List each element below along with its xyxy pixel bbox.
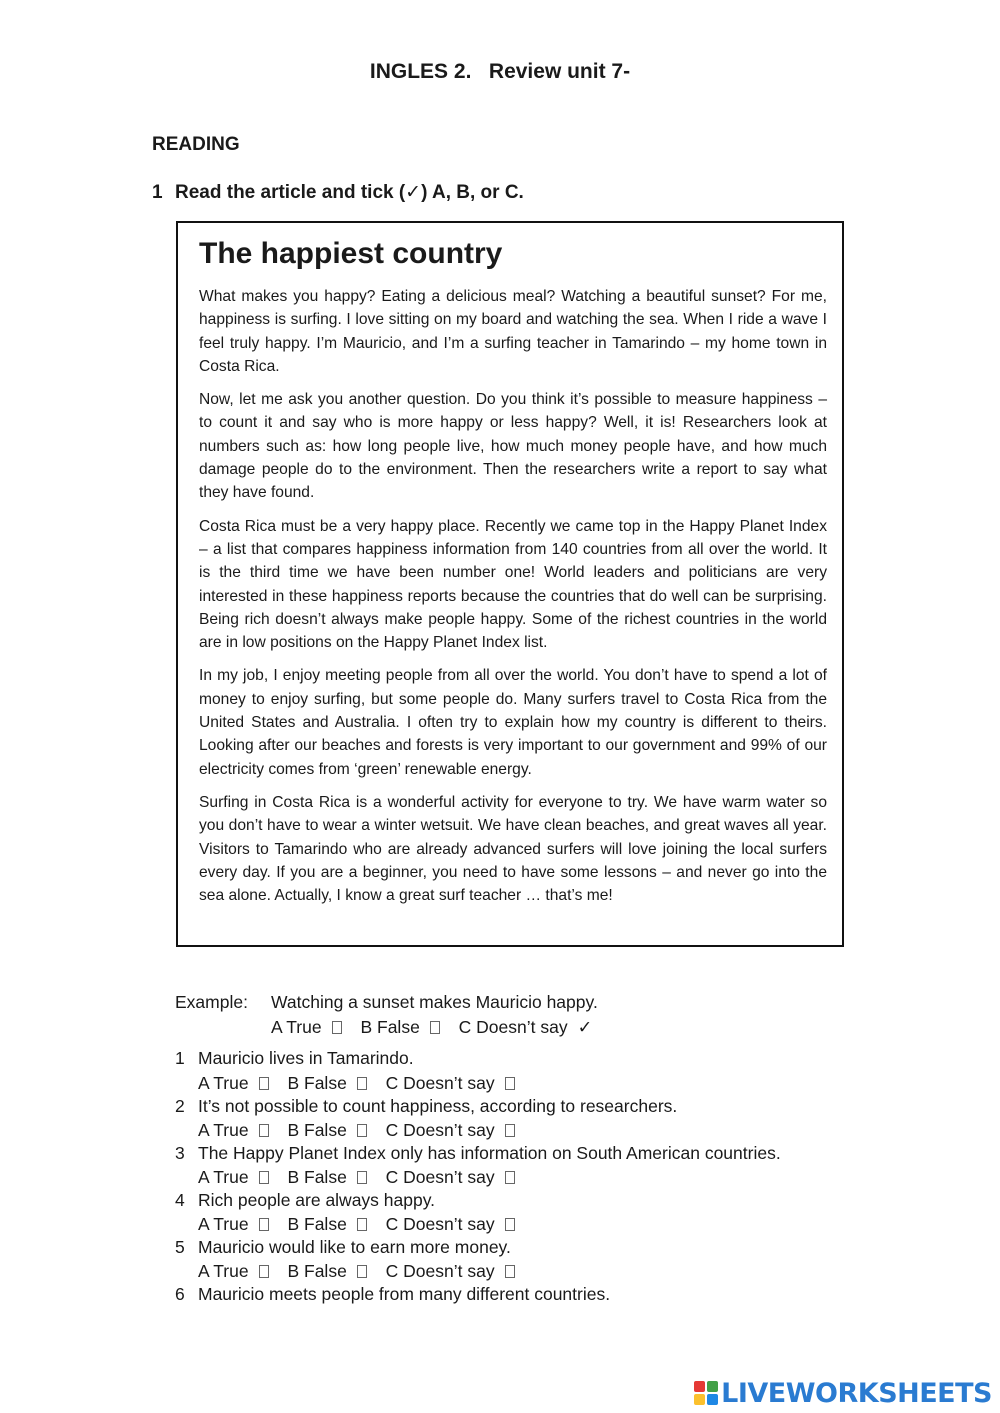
example-option-a <box>271 1017 342 1038</box>
option-b[interactable] <box>287 1214 366 1235</box>
option-c[interactable] <box>386 1214 515 1235</box>
checkbox-icon[interactable] <box>357 1124 367 1137</box>
option-b[interactable] <box>287 1261 366 1282</box>
question-5 <box>175 1237 511 1258</box>
option-label: C Doesn’t say <box>385 1214 495 1234</box>
option-a[interactable] <box>198 1120 269 1141</box>
option-label: B False <box>360 1017 420 1037</box>
checkbox-icon[interactable] <box>505 1265 515 1278</box>
example-line <box>175 992 598 1013</box>
checkbox-icon[interactable] <box>505 1124 515 1137</box>
checkbox-icon[interactable] <box>259 1077 269 1090</box>
logo-square-icon <box>694 1381 705 1392</box>
question-number: 1 <box>175 1048 185 1068</box>
logo-icon <box>694 1381 718 1405</box>
question-number: 2 <box>175 1096 185 1116</box>
logo-square-icon <box>707 1394 718 1405</box>
option-label: B False <box>287 1120 347 1140</box>
article-title: The happiest country <box>199 237 503 270</box>
question-5-options <box>198 1261 529 1282</box>
checkbox-icon <box>332 1021 342 1034</box>
option-label: B False <box>287 1214 347 1234</box>
example-statement: Watching a sunset makes Mauricio happy. <box>271 992 598 1012</box>
option-b[interactable] <box>287 1073 366 1094</box>
article-paragraph: In my job, I enjoy meeting people from all over the world. You don’t have to spend a lot of money to enjoy surfing, but some people do. Many surfers travel to Costa Rica from the United States and Australia. I often try to explain how my country is different to theirs. Looking after our beaches and forests is very important to our government and 99% of our electricity comes from ‘green’ renewable energy. <box>199 667 827 778</box>
question-number: 5 <box>175 1237 185 1257</box>
question-text: The Happy Planet Index only has information on South American countries. <box>198 1143 781 1163</box>
question-text: Mauricio lives in Tamarindo. <box>198 1048 414 1068</box>
question-text: It’s not possible to count happiness, according to researchers. <box>198 1096 678 1116</box>
checkbox-icon[interactable] <box>505 1171 515 1184</box>
question-2-options <box>198 1120 529 1141</box>
option-label: C Doesn’t say <box>385 1073 495 1093</box>
section-heading: READING <box>152 134 240 155</box>
article-box <box>176 221 844 947</box>
checkbox-icon[interactable] <box>357 1171 367 1184</box>
checkbox-icon[interactable] <box>259 1218 269 1231</box>
option-c[interactable] <box>386 1167 515 1188</box>
instruction <box>152 181 524 204</box>
option-label: A True <box>198 1214 249 1234</box>
question-text: Mauricio would like to earn more money. <box>198 1237 511 1257</box>
article-paragraph: What makes you happy? Eating a delicious meal? Watching a beautiful sunset? For me, happiness is surfing. I love sitting on my board and watching the sea. When I ride a wave I feel truly happy. I’m Mauricio, and I’m a surfing teacher in Tamarindo – my home town in Costa Rica. <box>199 288 827 375</box>
logo-text: LIVEWORKSHEETS <box>721 1377 992 1409</box>
option-c[interactable] <box>386 1073 515 1094</box>
option-a[interactable] <box>198 1073 269 1094</box>
checkbox-icon[interactable] <box>505 1077 515 1090</box>
checkbox-icon[interactable] <box>259 1171 269 1184</box>
question-1-options <box>198 1073 529 1094</box>
example-option-b <box>360 1017 439 1038</box>
option-label: B False <box>287 1073 347 1093</box>
liveworksheets-logo <box>694 1378 992 1408</box>
checkbox-icon <box>430 1021 440 1034</box>
option-c[interactable] <box>386 1120 515 1141</box>
option-a[interactable] <box>198 1261 269 1282</box>
checkbox-icon[interactable] <box>357 1265 367 1278</box>
option-a[interactable] <box>198 1214 269 1235</box>
option-b[interactable] <box>287 1167 366 1188</box>
option-label: A True <box>198 1167 249 1187</box>
question-4 <box>175 1190 435 1211</box>
option-label: A True <box>198 1261 249 1281</box>
question-2 <box>175 1096 677 1117</box>
option-label: B False <box>287 1167 347 1187</box>
option-label: A True <box>198 1073 249 1093</box>
checkmark-icon: ✓ <box>577 1017 593 1037</box>
question-3 <box>175 1143 781 1164</box>
example-options <box>271 1017 606 1038</box>
checkbox-icon[interactable] <box>259 1265 269 1278</box>
question-number: 4 <box>175 1190 185 1210</box>
question-text: Mauricio meets people from many different countries. <box>198 1284 611 1304</box>
article-paragraph: Now, let me ask you another question. Do you think it’s possible to measure happiness – to count it and say who is more happy or less happy? Well, it is! Researchers look at numbers such as: how long people live, how much money people have, and how much damage people do to the environment. Then the researchers write a report to say what they have found. <box>199 391 827 502</box>
option-label: C Doesn’t say <box>385 1120 495 1140</box>
example-option-c <box>459 1017 593 1038</box>
instruction-text: Read the article and tick (✓) A, B, or C. <box>175 182 524 203</box>
checkbox-icon[interactable] <box>357 1077 367 1090</box>
option-c[interactable] <box>386 1261 515 1282</box>
option-label: A True <box>198 1120 249 1140</box>
logo-square-icon <box>694 1394 705 1405</box>
option-label: C Doesn’t say <box>385 1167 495 1187</box>
option-label: C Doesn’t say <box>458 1017 568 1037</box>
checkbox-icon[interactable] <box>259 1124 269 1137</box>
question-1 <box>175 1048 414 1069</box>
option-label: A True <box>271 1017 322 1037</box>
checkbox-icon[interactable] <box>357 1218 367 1231</box>
article-paragraph: Surfing in Costa Rica is a wonderful activity for everyone to try. We have warm water so you don’t have to wear a winter wetsuit. We have clean beaches, and great waves all year. Visitors to Tamarindo who are already advanced surfers will love joining the local surfers every day. If you are a beginner, you need to have some lessons – and never go into the sea alone. Actually, I know a great surf teacher … that’s me! <box>199 793 827 905</box>
question-number: 6 <box>175 1284 185 1304</box>
instruction-number: 1 <box>152 182 163 203</box>
question-3-options <box>198 1167 529 1188</box>
option-label: C Doesn’t say <box>385 1261 495 1281</box>
logo-square-icon <box>707 1381 718 1392</box>
option-b[interactable] <box>287 1120 366 1141</box>
question-number: 3 <box>175 1143 185 1163</box>
question-4-options <box>198 1214 529 1235</box>
option-a[interactable] <box>198 1167 269 1188</box>
question-text: Rich people are always happy. <box>198 1190 436 1210</box>
example-label: Example: <box>175 992 248 1012</box>
option-label: B False <box>287 1261 347 1281</box>
page-title: INGLES 2. Review unit 7- <box>369 60 631 83</box>
article-body <box>199 285 827 917</box>
question-6 <box>175 1284 610 1305</box>
article-paragraph: Costa Rica must be a very happy place. Recently we came top in the Happy Planet Index – a list that compares happiness information from 140 countries from all over the world. It is the third time we have been number one! World leaders and politicians are very interested in these happiness reports because the countries that do well can be surprising. Being rich doesn’t always make people happy. Some of the richest countries in the world are in low positions on the Happy Planet Index list. <box>199 517 827 652</box>
checkbox-icon[interactable] <box>505 1218 515 1231</box>
